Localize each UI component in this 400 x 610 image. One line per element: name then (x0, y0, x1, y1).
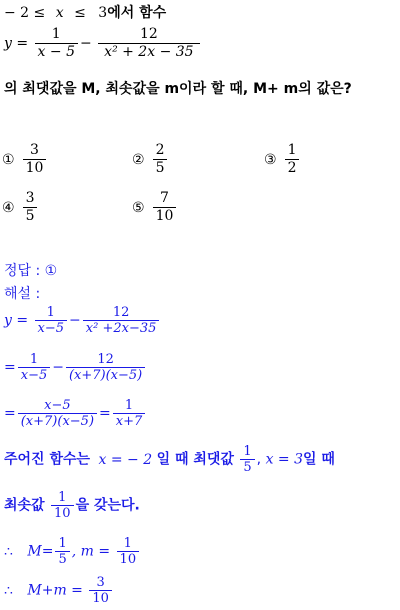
choice-number: ④ (2, 199, 15, 216)
solution-max-line (4, 444, 335, 475)
eq-equals: = (99, 405, 111, 422)
explanation-label: 해설 : (4, 286, 41, 302)
fraction-numerator: 1 (123, 536, 132, 551)
max-text-a: 주어진 함수는 (4, 451, 91, 468)
fraction-numerator: 1 (46, 305, 55, 320)
fraction-denominator: (x+7)(x−5) (66, 367, 145, 383)
solution-eq-2 (4, 352, 147, 383)
fraction-numerator: 12 (112, 305, 130, 320)
domain-leq: ≤ (74, 5, 86, 21)
fraction-numerator: 12 (97, 352, 114, 367)
choice-1[interactable] (2, 142, 48, 177)
eq-fraction (18, 352, 51, 383)
fraction-denominator: (x+7)(x−5) (18, 413, 97, 429)
domain-var: x (55, 5, 64, 21)
fraction-numerator: 2 (155, 142, 165, 158)
fraction-denominator: x−5 (18, 367, 51, 383)
eq-fraction (66, 352, 145, 383)
fraction-denominator: x−5 (35, 320, 68, 336)
eq-minus: − (69, 312, 81, 329)
concl-fraction (89, 575, 112, 606)
fraction-numerator: 1 (124, 398, 134, 413)
fraction-denominator: x − 5 (35, 43, 78, 61)
fraction-numerator: 7 (160, 190, 169, 206)
max-text-c: 일 때 최댓값 (156, 451, 234, 468)
fraction-numerator: 1 (243, 444, 252, 459)
eq-equals: = (4, 405, 16, 422)
choice-fraction (285, 142, 300, 177)
problem-function (4, 26, 202, 61)
fraction-numerator: 1 (58, 536, 67, 551)
max-x-value: x = − 2 (98, 451, 153, 468)
fraction-denominator: 5 (153, 159, 168, 177)
fraction-numerator: 12 (139, 26, 158, 42)
min-text-b: 을 갖는다. (75, 497, 140, 514)
concl-fraction (117, 536, 140, 567)
solution-eq-1 (4, 305, 161, 336)
fraction-numerator: 1 (287, 142, 297, 158)
choice-3[interactable] (264, 142, 301, 177)
fraction-denominator: 5 (55, 551, 69, 567)
fraction-denominator: 5 (240, 459, 254, 475)
choice-fraction (23, 142, 47, 177)
choice-4[interactable] (2, 190, 39, 225)
eq-fraction (83, 305, 160, 336)
eq-fraction (18, 398, 97, 429)
fraction-numerator: 3 (25, 190, 35, 206)
fraction-denominator: x+7 (113, 413, 146, 429)
function-lhs: y = (4, 35, 29, 52)
choice-number: ③ (264, 151, 277, 168)
fraction-numerator: 1 (51, 26, 61, 42)
therefore-symbol: ∴ (4, 543, 13, 560)
domain-suffix: 에서 함수 (107, 5, 167, 21)
choice-2[interactable] (132, 142, 169, 177)
choice-number: ⑤ (132, 199, 145, 216)
choice-number: ② (132, 151, 145, 168)
problem-question: 의 최댓값을 M, 최솟값을 m이라 할 때, M+ m의 값은? (4, 81, 352, 97)
eq-minus: − (52, 359, 64, 376)
solution-conclusion-2 (4, 575, 114, 606)
fraction-denominator: 5 (23, 207, 38, 225)
fraction-denominator: x² + 2x − 35 (98, 43, 199, 61)
solution-eq-3 (4, 398, 147, 429)
min-x-value: x = 3 (265, 451, 304, 468)
function-minus: − (79, 35, 92, 52)
choice-fraction (23, 190, 38, 225)
fraction-numerator: 3 (30, 142, 39, 158)
domain-lower: − 2 ≤ (4, 5, 46, 21)
concl-min-lhs: , m = (71, 543, 111, 560)
solution-conclusion-1 (4, 536, 141, 567)
solution-min-line (4, 490, 140, 521)
fraction-numerator: x−5 (44, 398, 71, 413)
eq-lhs: y = (4, 312, 29, 329)
eq-fraction (113, 398, 146, 429)
concl-fraction (55, 536, 69, 567)
concl-sum-lhs: M+m = (27, 582, 83, 599)
fraction-denominator: 10 (51, 505, 74, 521)
max-comma: , (256, 451, 262, 468)
fraction-numerator: 3 (96, 575, 105, 590)
function-fraction-2 (98, 26, 199, 61)
fraction-numerator: 1 (29, 352, 39, 367)
fraction-numerator: 1 (58, 490, 67, 505)
fraction-denominator: 10 (117, 551, 140, 567)
eq-equals: = (4, 359, 16, 376)
function-fraction-1 (35, 26, 78, 61)
choice-fraction (153, 142, 168, 177)
problem-domain-line (4, 2, 166, 22)
choice-fraction (153, 190, 177, 225)
choice-number: ① (2, 151, 15, 168)
fraction-denominator: x² +2x−35 (83, 320, 160, 336)
concl-m-lhs: M= (27, 543, 54, 560)
fraction-denominator: 10 (23, 159, 47, 177)
choice-5[interactable] (132, 190, 178, 225)
domain-upper: 3 (98, 5, 108, 21)
min-text-a: 최솟값 (4, 497, 45, 514)
eq-fraction (35, 305, 68, 336)
fraction-denominator: 2 (285, 159, 300, 177)
fraction-denominator: 10 (89, 590, 112, 606)
min-value-fraction (51, 490, 74, 521)
therefore-symbol: ∴ (4, 582, 13, 599)
answer-label: 정답 : ① (4, 263, 58, 279)
max-value-fraction (240, 444, 254, 475)
fraction-denominator: 10 (153, 207, 177, 225)
max-text-f: 일 때 (303, 451, 335, 468)
